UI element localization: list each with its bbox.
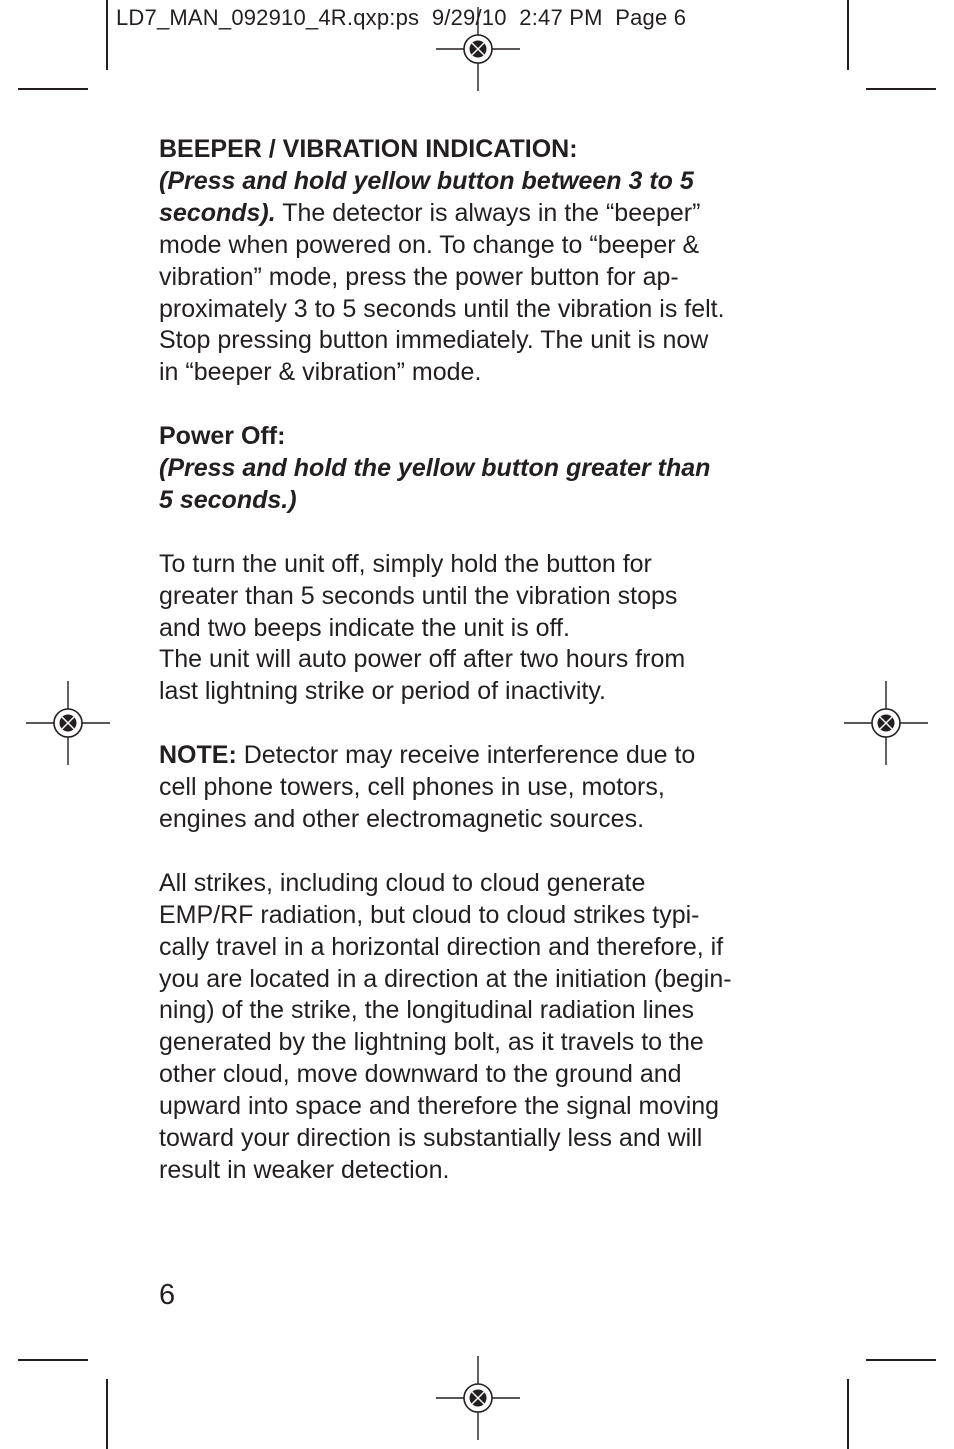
note-text-line: engines and other electromagnetic sources. bbox=[159, 804, 645, 833]
strikes-text-line: toward your direction is substantially less and will bbox=[159, 1124, 703, 1153]
crop-mark-top-left-vertical bbox=[106, 0, 108, 70]
power-off-text-line: The unit will auto power off after two hours from bbox=[159, 645, 686, 674]
paragraph-spacer bbox=[159, 517, 809, 549]
registration-mark-top-icon bbox=[436, 7, 520, 91]
power-off-section bbox=[159, 421, 809, 708]
manual-page-content bbox=[159, 134, 809, 1187]
crop-mark-top-right-horizontal bbox=[866, 88, 936, 90]
power-off-instruction-line: (Press and hold the yellow button greater than bbox=[159, 454, 711, 483]
strikes-text-line: EMP/RF radiation, but cloud to cloud strikes typi- bbox=[159, 900, 700, 929]
power-off-text-line: and two beeps indicate the unit is off. bbox=[159, 613, 570, 642]
crop-mark-bottom-left-vertical bbox=[106, 1379, 108, 1449]
beeper-text-line: mode when powered on. To change to “beeper & bbox=[159, 230, 700, 259]
beeper-heading: BEEPER / VIBRATION INDICATION: bbox=[159, 135, 578, 163]
beeper-text-line: Stop pressing button immediately. The unit is now bbox=[159, 326, 709, 355]
beeper-text-line: in “beeper & vibration” mode. bbox=[159, 358, 482, 387]
note-text-line bbox=[159, 740, 809, 772]
page-number: 6 bbox=[159, 1279, 176, 1311]
registration-mark-right-icon bbox=[844, 681, 928, 765]
paragraph-spacer bbox=[159, 708, 809, 740]
crop-mark-bottom-left-horizontal bbox=[18, 1359, 88, 1361]
power-off-text-line: greater than 5 seconds until the vibration stops bbox=[159, 581, 678, 610]
crop-mark-bottom-right-horizontal bbox=[866, 1359, 936, 1361]
registration-mark-bottom-icon bbox=[436, 1356, 520, 1440]
beeper-instruction-end: seconds). bbox=[159, 198, 276, 227]
crop-mark-top-left-horizontal bbox=[18, 88, 88, 90]
beeper-text-rest: The detector is always in the “beeper” bbox=[275, 198, 701, 227]
paragraph-spacer bbox=[159, 836, 809, 868]
beeper-instruction-line: (Press and hold yellow button between 3 to 5 bbox=[159, 166, 694, 195]
power-off-heading: Power Off: bbox=[159, 422, 286, 451]
strikes-text-line: generated by the lightning bolt, as it travels to the bbox=[159, 1028, 704, 1057]
crop-mark-top-right-vertical bbox=[847, 0, 849, 70]
strikes-text-line: cally travel in a horizontal direction and therefore, if bbox=[159, 932, 724, 961]
registration-mark-left-icon bbox=[26, 681, 110, 765]
note-section bbox=[159, 740, 809, 836]
strikes-text-line: upward into space and therefore the signal moving bbox=[159, 1092, 720, 1121]
beeper-text-line: proximately 3 to 5 seconds until the vibration is felt. bbox=[159, 294, 725, 323]
note-text-rest: Detector may receive interference due to bbox=[236, 741, 696, 770]
crop-mark-bottom-right-vertical bbox=[847, 1379, 849, 1449]
strikes-text-line: other cloud, move downward to the ground and bbox=[159, 1060, 682, 1089]
power-off-instruction-line: 5 seconds.) bbox=[159, 485, 297, 514]
beeper-text-line bbox=[159, 198, 809, 230]
beeper-vibration-section bbox=[159, 134, 809, 389]
strikes-text-line: you are located in a direction at the initiation (begin- bbox=[159, 964, 732, 993]
note-label: NOTE: bbox=[159, 741, 237, 770]
print-slug: LD7_MAN_092910_4R.qxp:ps 9/29/10 2:47 PM Page 6 bbox=[116, 5, 687, 30]
strikes-text-line: ning) of the strike, the longitudinal radiation lines bbox=[159, 996, 695, 1025]
note-text-line: cell phone towers, cell phones in use, motors, bbox=[159, 773, 665, 802]
power-off-text-line: last lightning strike or period of inactivity. bbox=[159, 677, 606, 706]
strikes-text-line: result in weaker detection. bbox=[159, 1155, 450, 1184]
strikes-text-line: All strikes, including cloud to cloud generate bbox=[159, 868, 646, 897]
paragraph-spacer bbox=[159, 389, 809, 421]
beeper-text-line: vibration” mode, press the power button for ap- bbox=[159, 262, 679, 291]
strikes-section bbox=[159, 868, 809, 1187]
power-off-text-line: To turn the unit off, simply hold the button for bbox=[159, 549, 652, 578]
